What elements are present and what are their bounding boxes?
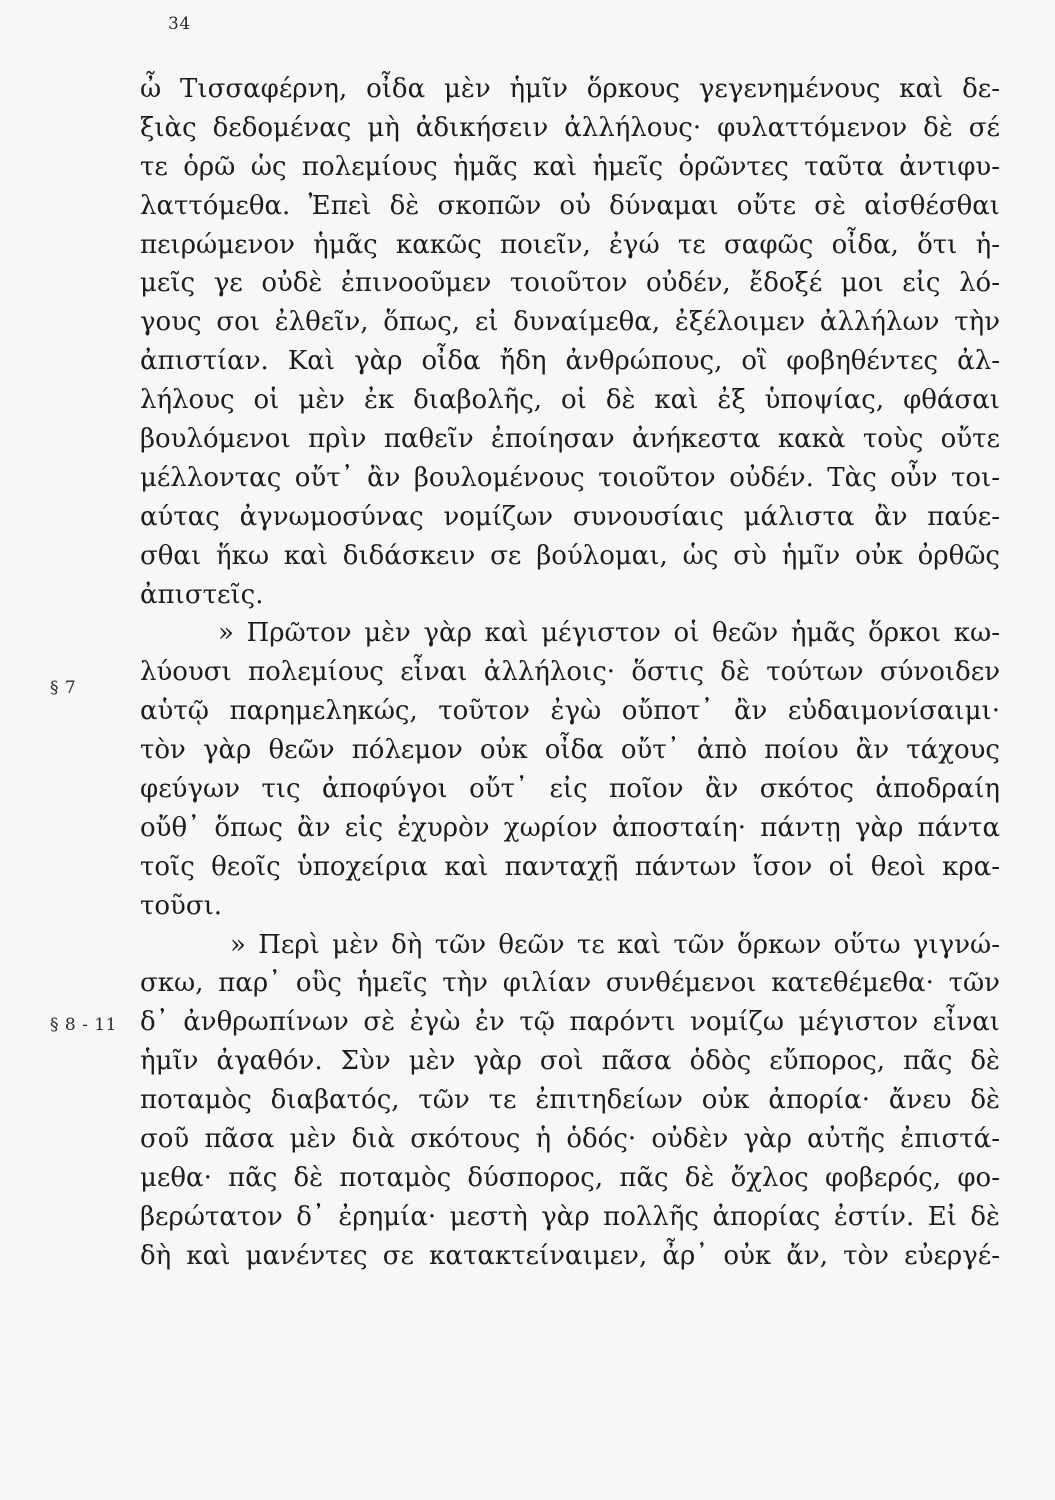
text-line: λύουσι πολεμίους εἶναι ἀλλήλοις· ὅστις δὲ τούτων σύνοιδεν bbox=[140, 657, 1000, 688]
text-line: ξιὰς δεδομένας μὴ ἀδικήσειν ἀλλήλους· φυλαττόμενον δὲ σέ bbox=[140, 112, 1000, 143]
text-line: τε ὁρῶ ὡς πολεμίους ἡμᾶς καὶ ἡμεῖς ὁρῶντες ταῦτα ἀντιφυ- bbox=[140, 151, 1000, 182]
text-line: οὔθ᾽ ὅπως ἂν εἰς ἐχυρὸν χωρίον ἀποσταίη· πάντῃ γὰρ πάντα bbox=[140, 812, 1000, 843]
text-line: βουλόμενοι πρὶν παθεῖν ἐποίησαν ἀνήκεστα κακὰ τοὺς οὔτε bbox=[140, 424, 1000, 455]
paragraph-start-line: » Περὶ μὲν δὴ τῶν θεῶν τε καὶ τῶν ὅρκων οὕτω γιγνώ- bbox=[230, 929, 1000, 960]
text-line: αύτας ἀγνωμοσύνας νομίζων συνουσίαις μάλιστα ἂν παύε- bbox=[140, 501, 1000, 532]
text-line: ἀπιστίαν. Καὶ γὰρ οἶδα ἤδη ἀνθρώπους, οἳ φοβηθέντες ἀλ- bbox=[140, 346, 1000, 377]
text-line: τὸν γὰρ θεῶν πόλεμον οὐκ οἶδα οὔτ᾽ ἀπὸ ποίου ἂν τάχους bbox=[140, 735, 1000, 766]
text-line: μέλλοντας οὔτ᾽ ἂν βουλομένους τοιοῦτον οὐδέν. Τὰς οὖν τοι- bbox=[140, 462, 1000, 493]
text-line: βερώτατον δ᾽ ἐρημία· μεστὴ γὰρ πολλῆς ἀπορίας ἐστίν. Εἰ δὲ bbox=[140, 1201, 1000, 1232]
text-line: λήλους οἱ μὲν ἐκ διαβολῆς, οἱ δὲ καὶ ἐξ ὑποψίας, φθάσαι bbox=[140, 385, 1000, 416]
text-line: σθαι ἥκω καὶ διδάσκειν σε βούλομαι, ὡς σὺ ἡμῖν οὐκ ὀρθῶς bbox=[140, 540, 1000, 571]
text-line: ὦ Τισσαφέρνη, οἶδα μὲν ἡμῖν ὅρκους γεγενημένους καὶ δε- bbox=[140, 74, 1000, 104]
text-line: ἀπιστεῖς. bbox=[140, 579, 264, 610]
text-line: πειρώμενον ἡμᾶς κακῶς ποιεῖν, ἐγώ τε σαφῶς οἶδα, ὅτι ἡ- bbox=[140, 229, 1000, 260]
text-line: μεῖς γε οὐδὲ ἐπινοοῦμεν τοιοῦτον οὐδέν, ἔδοξέ μοι εἰς λό- bbox=[140, 268, 1000, 299]
paragraph-start-line: » Πρῶτον μὲν γὰρ καὶ μέγιστον οἱ θεῶν ἡμᾶς ὅρκοι κω- bbox=[218, 618, 1000, 649]
text-line: δὴ καὶ μανέντες σε κατακτείναιμεν, ἆρ᾽ οὐκ ἄν, τὸν εὐεργέ- bbox=[140, 1240, 1000, 1271]
text-line: γους σοι ἐλθεῖν, ὅπως, εἰ δυναίμεθα, ἐξέλοιμεν ἀλλήλων τὴν bbox=[140, 307, 1000, 338]
text-line: ἡμῖν ἀγαθόν. Σὺν μὲν γὰρ σοὶ πᾶσα ὁδὸς εὔπορος, πᾶς δὲ bbox=[140, 1046, 1000, 1077]
text-line: αὑτῷ παρημεληκώς, τοῦτον ἐγὼ οὔποτ᾽ ἂν εὐδαιμονίσαιμι· bbox=[140, 696, 1000, 727]
section-marker-8-11: § 8 - 11 bbox=[50, 1015, 117, 1035]
text-line: λαττόμεθα. Ἐπεὶ δὲ σκοπῶν οὐ δύναμαι οὔτε σὲ αἰσθέσθαι bbox=[140, 190, 1000, 221]
page-number: 34 bbox=[168, 14, 191, 34]
text-line: τοῖς θεοῖς ὑποχείρια καὶ πανταχῇ πάντων ἴσον οἱ θεοὶ κρα- bbox=[140, 851, 1000, 882]
text-line: τοῦσι. bbox=[140, 890, 223, 921]
text-line: ποταμὸς διαβατός, τῶν τε ἐπιτηδείων οὐκ ἀπορία· ἄνευ δὲ bbox=[140, 1085, 1000, 1116]
text-line: μεθα· πᾶς δὲ ποταμὸς δύσπορος, πᾶς δὲ ὄχλος φοβερός, φο- bbox=[140, 1162, 1000, 1193]
text-line: φεύγων τις ἀποφύγοι οὔτ᾽ εἰς ποῖον ἂν σκότος ἀποδραίη bbox=[140, 774, 1000, 805]
text-line: σοῦ πᾶσα μὲν διὰ σκότους ἡ ὁδός· οὐδὲν γὰρ αὐτῆς ἐπιστά- bbox=[140, 1124, 1000, 1155]
text-line: σκω, παρ᾽ οὓς ἡμεῖς τὴν φιλίαν συνθέμενοι κατεθέμεθα· τῶν bbox=[140, 968, 1000, 999]
section-marker-7: § 7 bbox=[50, 678, 77, 698]
greek-text-body bbox=[140, 70, 1000, 1276]
text-line: δ᾽ ἀνθρωπίνων σὲ ἐγὼ ἐν τῷ παρόντι νομίζω μέγιστον εἶναι bbox=[140, 1007, 1000, 1038]
